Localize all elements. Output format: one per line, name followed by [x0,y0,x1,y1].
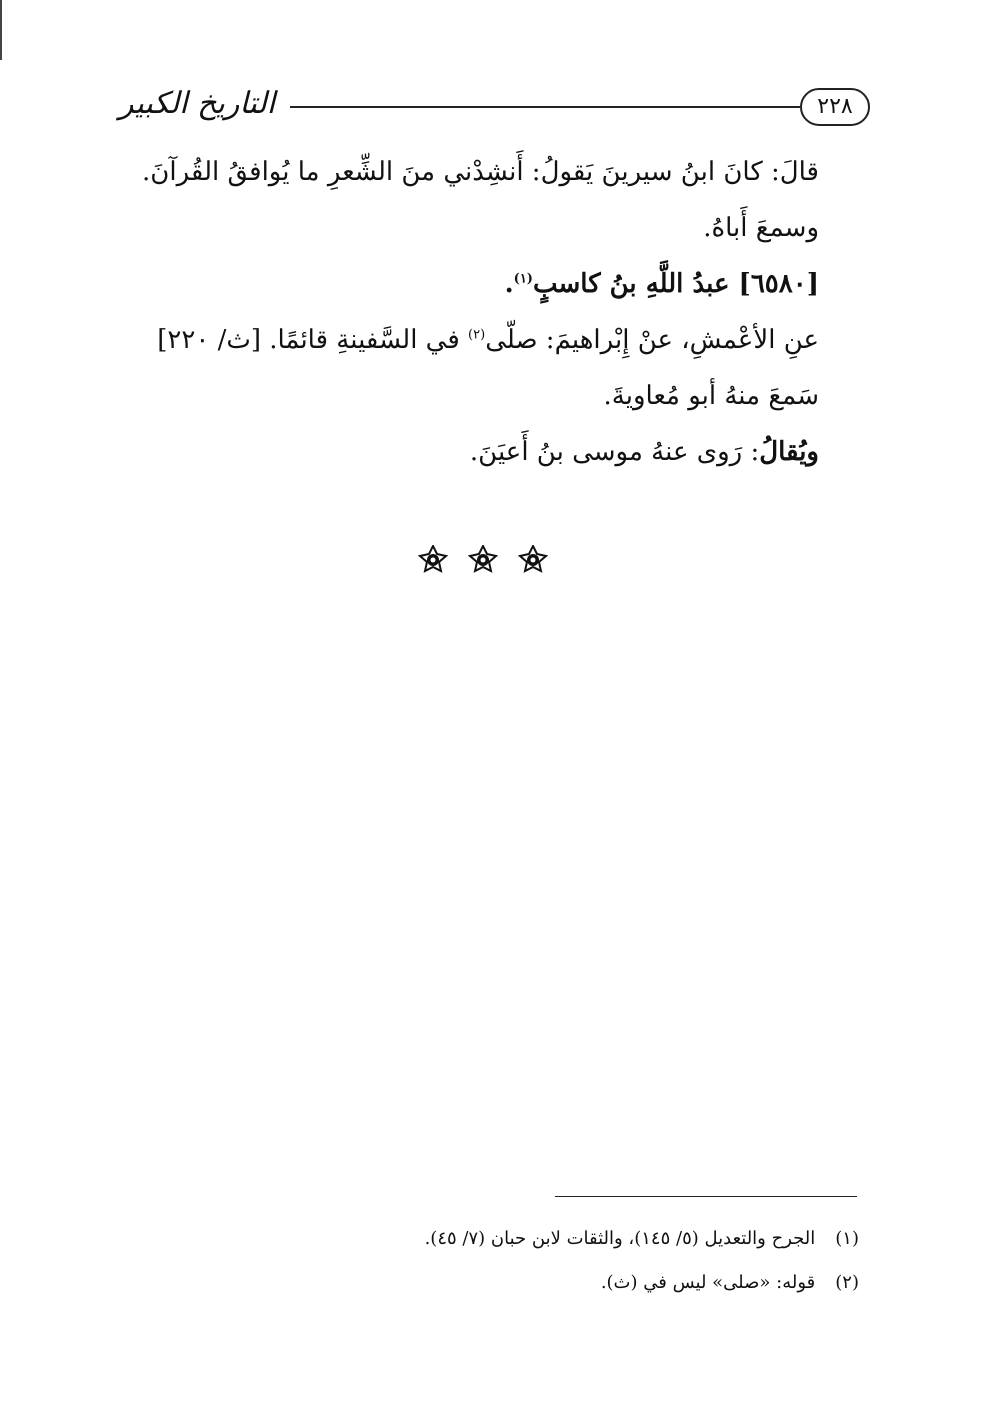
text-line-6 [179,432,819,488]
entry-name: عبدُ اللَّهِ بنُ كاسبٍ [532,269,730,299]
main-text [141,152,819,488]
page-number: ٢٢٨ [800,88,870,126]
footnote-number: (٢) [835,1272,859,1293]
text-line-5: سَمعَ منهُ أبو مُعاويةَ. [603,381,819,411]
footnote-text: قوله: «صلى» ليس في (ث). [600,1272,816,1293]
text-line-1: قالَ: كانَ ابنُ سيرينَ يَقولُ: أَنشِدْني منَ الشِّعرِ ما يُوافقُ القُرآنَ. [141,157,819,187]
ornament-icon [418,545,448,575]
section-divider-ornaments [418,545,548,575]
scan-edge-mark [0,0,2,60]
footnote-separator [555,1196,857,1197]
footnote-1 [239,1222,859,1266]
footnote-2 [239,1266,859,1310]
ornament-icon [518,545,548,575]
entry-number: [٦٥٨٠] [738,269,819,299]
text-line-2: وسمعَ أَباهُ. [703,213,819,243]
footnote-ref-1: (١) [513,271,533,287]
ornament-icon [468,545,498,575]
footnote-text: الجرح والتعديل (٥/ ١٤٥)، والثقات لابن حبان (٧/ ٤٥). [424,1228,816,1249]
entry-end: . [504,269,514,299]
text-line-6-bold: ويُقالُ [759,437,819,467]
text-line-6-rest: : رَوى عنهُ موسى بنُ أَعيَنَ. [469,437,760,467]
entry-heading [179,264,819,320]
header-rule [290,106,800,108]
text-line-4-end: في السَّفينةِ قائمًا. [ث/ ٢٢٠] [157,325,460,355]
footnote-number: (١) [835,1228,859,1249]
footnote-ref-2: (٢) [468,327,486,343]
text-line-4-start: عنِ الأعْمشِ، عنْ إِبْراهيمَ: صلّى [485,325,819,355]
page-header [0,78,985,138]
running-title: التاريخ الكبير [118,86,276,121]
text-line-4 [157,320,819,376]
footnotes [239,1222,859,1310]
